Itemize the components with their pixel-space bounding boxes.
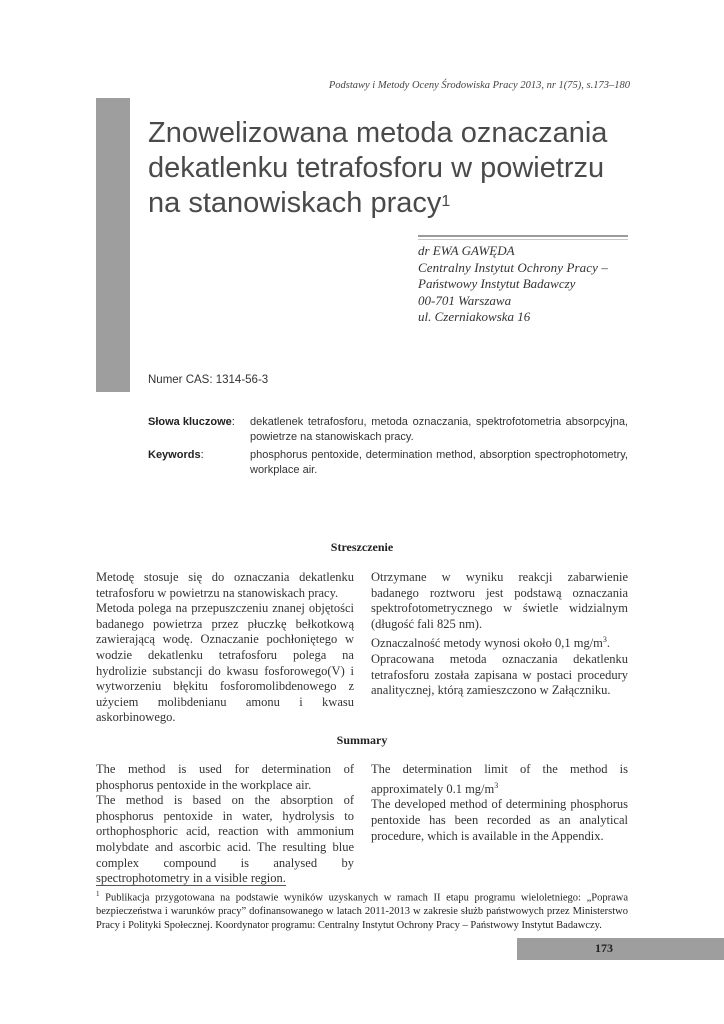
title-line-3: na stanowiskach pracy (148, 187, 442, 219)
title-footnote-mark: 1 (441, 193, 451, 210)
summary-detection-limit (371, 762, 628, 797)
keywords-en-text: phosphorus pentoxide, determination method, absorption spectrophotometry, workplace air. (250, 449, 628, 476)
streszczenie-heading: Streszczenie (330, 540, 394, 554)
title-rule-shadow (418, 239, 628, 240)
summary-left-column (96, 762, 354, 887)
summary-paragraph: The method is used for determination of phosphorus pentoxide in the workplace air. (96, 762, 354, 792)
keywords-en-label (148, 449, 204, 461)
streszczenie-paragraph: Opracowana metoda oznaczania dekatlenku tetrafosforu została zapisana w postaci procedury analitycznej, którą zamieszczono w Załączniku. (371, 652, 628, 698)
streszczenie-right-column (371, 570, 628, 699)
title-line-2: dekatlenku tetrafosforu w powietrzu (148, 152, 605, 184)
title-side-bar (96, 98, 130, 392)
detection-limit-text: Oznaczalność metody wynosi około 0,1 mg/m (371, 636, 603, 651)
footnote-mark: 1 (96, 890, 100, 898)
title-line-1: Znowelizowana metoda oznaczania (148, 117, 608, 149)
streszczenie-paragraph: Otrzymane w wyniku reakcji zabarwienie badanego roztworu jest podstawą oznaczania spektrofotometrycznego w świetle widzialnym (długość fali 825 nm). (371, 570, 628, 631)
streszczenie-left-column (96, 570, 354, 726)
journal-reference: Podstawy i Metody Oceny Środowiska Pracy 2013, nr 1(75), s.173–180 (328, 80, 630, 91)
summary-paragraph: The developed method of determining phosphorus pentoxide has been recorded as an analytical procedure, which is available in the Appendix. (371, 797, 628, 843)
keywords-en-colon: : (200, 449, 204, 461)
footnote-text: Publikacja przygotowana na podstawie wyników uzyskanych w ramach II etapu programu wieloletniego: „Poprawa bezpieczeństwa i warunków pracy” dofinansowanego w latach 2011-2013 w zakresie służb państwowych przez Ministerstwo Pracy i Polityki Społecznej. Koordynator programu: Centralny Instytut Ochrony Pracy – Państwowy Instytut Badawczy. (96, 892, 628, 931)
detection-limit-end: . (606, 636, 611, 651)
article-title (148, 116, 638, 221)
author-street: ul. Czerniakowska 16 (418, 309, 531, 324)
summary-heading: Summary (336, 733, 388, 747)
summary-right-column (371, 762, 628, 844)
streszczenie-paragraph: Metoda polega na przepuszczeniu znanej objętości badanego powietrza przez płuczkę bełkotkową zawierającą wodę. Oznaczanie pochłoniętego w wodzie dekatlenku tetrafosforu polega na hydrolizie substancji do kwasu fosforowego(V) i wytworzeniu błękitu fosforomolibdenowego z użyciem molibdenianu amonu i kwasu askorbinowego. (96, 601, 354, 725)
cas-number: Numer CAS: 1314-56-3 (148, 374, 269, 386)
title-rule (418, 235, 628, 237)
streszczenie-detection-limit (371, 632, 628, 652)
summary-paragraph: The method is based on the absorption of phosphorus pentoxide in water, hydrolysis to orthophosphoric acid, reaction with ammonium molybdate and ascorbic acid. The resulting blue complex compound is analysed by spectrophotometry in a visible region. (96, 793, 354, 886)
author-name: dr EWA GAWĘDA (418, 243, 515, 258)
page-number: 173 (595, 941, 613, 955)
summary-limit-text: The determination limit of the method is approximately 0.1 mg/m (371, 762, 628, 796)
keywords-pl-label-text: Słowa kluczowe (148, 416, 232, 428)
author-affiliation-2: Państwowy Instytut Badawczy (418, 276, 576, 291)
author-postcode: 00-701 Warszawa (418, 292, 512, 308)
keywords-pl-text: dekatlenek tetrafosforu, metoda oznaczania, spektrofotometria absorpcyjna, powietrze na stanowiskach pracy. (250, 416, 628, 443)
summary-limit-sup: 3 (494, 780, 499, 790)
keywords-pl-colon: : (231, 416, 235, 428)
footnote-rule (96, 885, 286, 886)
streszczenie-paragraph: Metodę stosuje się do oznaczania dekatlenku tetrafosforu w powietrzu na stanowiskach pracy. (96, 570, 354, 600)
footnote (96, 888, 628, 932)
author-block (418, 243, 630, 326)
keywords-pl-label (148, 416, 235, 428)
keywords-en-label-text: Keywords (148, 449, 201, 461)
detection-limit-sup: 3 (602, 635, 607, 645)
author-affiliation-1: Centralny Instytut Ochrony Pracy – (418, 259, 608, 275)
